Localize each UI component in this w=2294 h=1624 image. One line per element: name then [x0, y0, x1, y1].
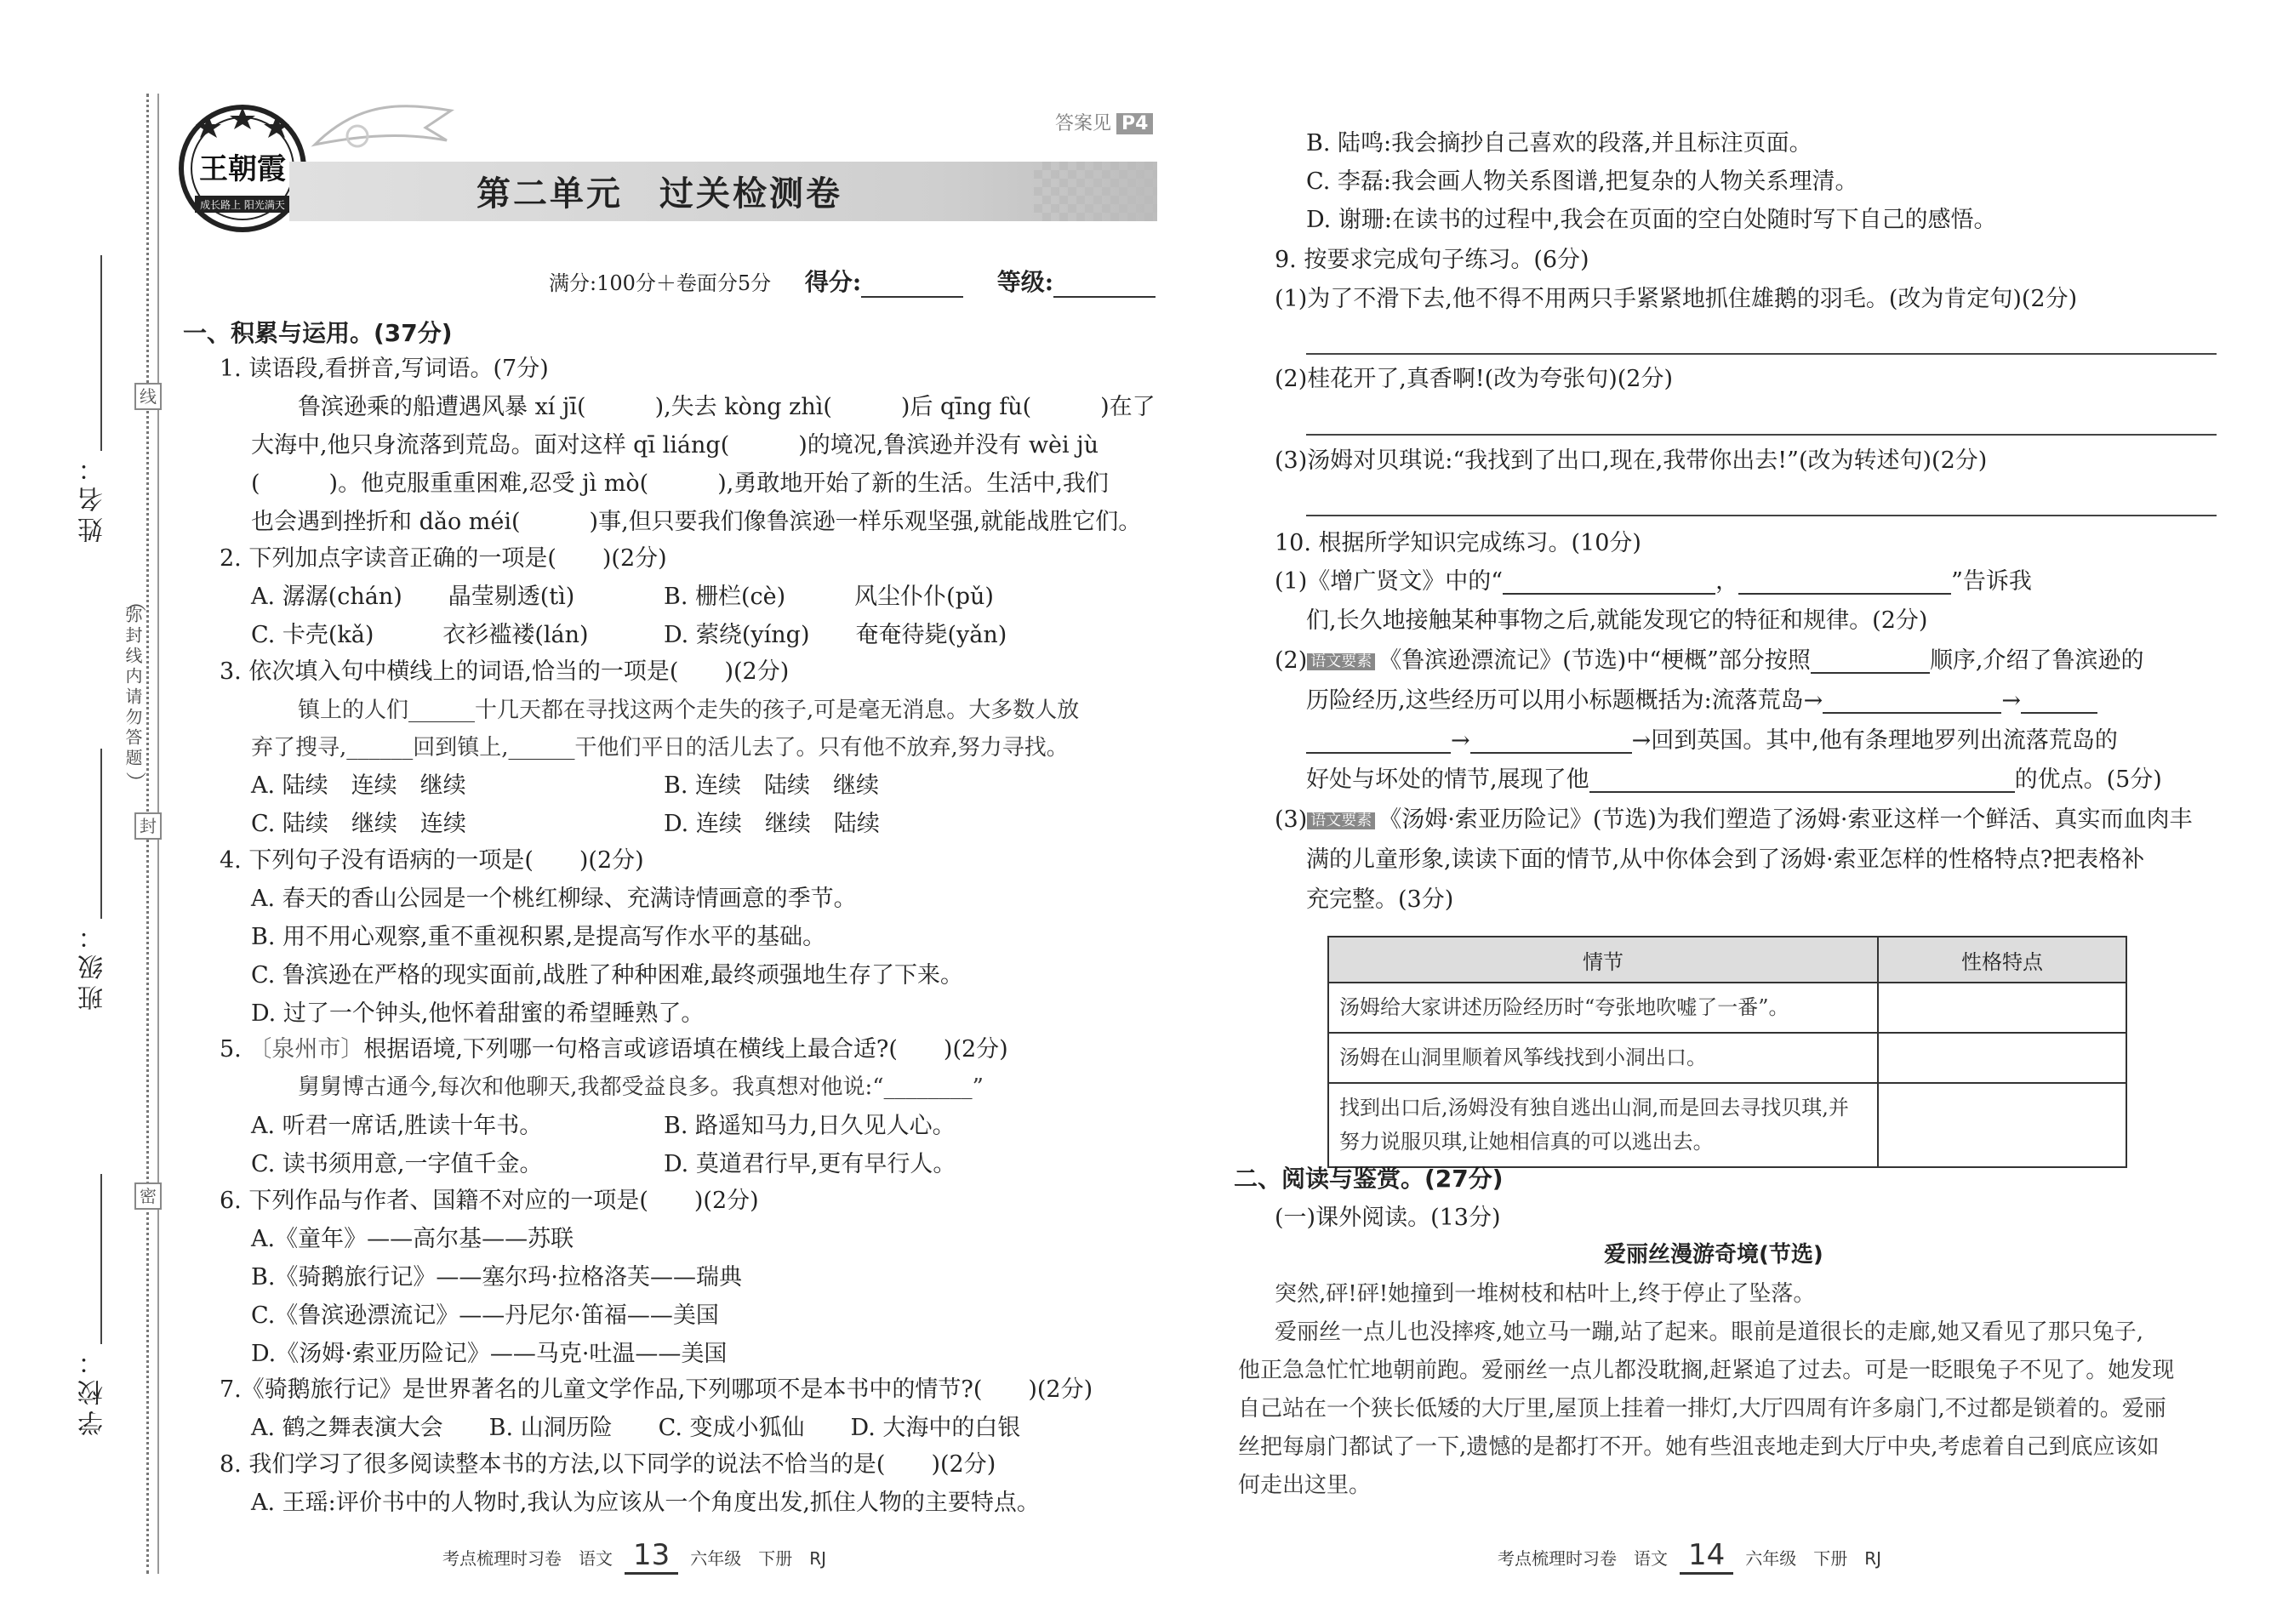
table-plot-cell: 汤姆给大家讲述历险经历时“夸张地吹嘘了一番”。 [1328, 983, 1878, 1033]
q2-title: 2. 下列加点字读音正确的一项是( )(2分) [220, 545, 667, 572]
q8-option-d[interactable]: D. 谢珊:在读书的过程中,我会在页面的空白处随时写下自己的感悟。 [1306, 207, 1997, 233]
answer-page-tag: P4 [1116, 113, 1153, 134]
story-line-6: 何走出这里。 [1238, 1473, 1372, 1498]
q4-option-a[interactable]: A. 春天的香山公园是一个桃红柳绿、充满诗情画意的季节。 [251, 886, 857, 912]
q7-options[interactable]: A. 鹤之舞表演大会 B. 山洞历险 C. 变成小狐仙 D. 大海中的白银 [251, 1415, 1021, 1441]
q10-2-blank-a[interactable] [1823, 689, 2001, 714]
story-line-2: 爱丽丝一点儿也没摔疼,她立马一蹦,站了起来。眼前是道很长的走廊,她又看见了那只兔子, [1275, 1319, 2144, 1345]
seal-paren-close: ︶ [126, 771, 146, 795]
table-plot-cell: 汤姆在山洞里顺着风筝线找到小洞出口。 [1328, 1033, 1878, 1083]
ribbon-decoration [306, 94, 459, 162]
q3-option-b[interactable]: B. 连续 陆续 继续 [664, 772, 880, 799]
score-blank[interactable] [861, 296, 963, 298]
q9-part-3: (3)汤姆对贝琪说:“我找到了出口,现在,我带你出去!”(改为转述句)(2分) [1275, 447, 1988, 474]
school-blank[interactable] [100, 1174, 102, 1344]
q10-1-blank-1[interactable] [1503, 570, 1715, 595]
seal-char-secret: 密 [134, 1182, 162, 1210]
q6-option-d[interactable]: D.《汤姆·索亚历险记》——马克·吐温——美国 [251, 1341, 728, 1367]
q10-part-3-line-1: (3) 语文要素 《汤姆·索亚历险记》(节选)为我们塑造了汤姆·索亚这样一个鲜活、真实而血肉丰 [1275, 806, 2193, 833]
q4-option-b[interactable]: B. 用不用心观察,重不重视积累,是提高写作水平的基础。 [251, 924, 826, 950]
story-line-3: 他正急急忙忙地朝前跑。爱丽丝一点儿都没耽搁,赶紧追了过去。可是一眨眼兔子不见了。她发现 [1238, 1358, 2175, 1383]
q9-3-answer-line[interactable] [1306, 515, 2217, 516]
q10-2-blank-d[interactable] [1470, 729, 1632, 754]
q10-part-2-line-4: 好处与坏处的情节,展现了他 的优点。(5分) [1306, 766, 2162, 793]
seal-paren-open: ︵ [126, 590, 146, 614]
table-trait-cell[interactable] [1878, 983, 2126, 1033]
class-blank[interactable] [100, 749, 102, 919]
q3-option-d[interactable]: D. 连续 继续 陆续 [664, 811, 880, 837]
q3-line-1: 镇上的人们______十几天都在寻找这两个走失的孩子,可是毫无消息。大多数人放 [298, 698, 1080, 723]
q2-option-a[interactable]: A. 潺潺(chán) 晶莹剔透(tì) [251, 584, 575, 610]
q1-line-2: 大海中,他只身流落到荒岛。面对这样 qī liáng( )的境况,鲁滨逊并没有 wèi jù [251, 432, 1099, 459]
page-number-left: 13 [625, 1538, 678, 1575]
logo-text: 王朝霞 [199, 152, 286, 186]
q9-1-answer-line[interactable] [1306, 353, 2217, 355]
table-row [1328, 1033, 2126, 1083]
q10-part-1-line-1: (1)《增广贤文》中的“ ， ”告诉我 [1275, 568, 2032, 595]
q3-option-a[interactable]: A. 陆续 连续 继续 [251, 772, 466, 799]
q6-option-a[interactable]: A.《童年》——高尔基——苏联 [251, 1226, 574, 1252]
q5-option-b[interactable]: B. 路遥知马力,日久见人心。 [664, 1113, 956, 1139]
q10-title: 10. 根据所学知识完成练习。(10分) [1275, 530, 1641, 556]
q4-option-d[interactable]: D. 过了一个钟头,他怀着甜蜜的希望睡熟了。 [251, 1000, 705, 1027]
q10-part-3-line-3: 充完整。(3分) [1306, 886, 1454, 913]
score-label: 得分: [804, 268, 862, 296]
name-label: 姓名： [78, 451, 108, 543]
q1-title: 1. 读语段,看拼音,写词语。(7分) [220, 356, 549, 382]
q1-line-3: ( )。他克服重重困难,忍受 jì mò( ),勇敢地开始了新的生活。生活中,我们 [251, 470, 1109, 497]
q2-option-c[interactable]: C. 卡壳(kǎ) 衣衫褴褛(lán) [251, 622, 589, 648]
subsection-1-heading: (一)课外阅读。(13分) [1275, 1205, 1501, 1231]
page-title: 第二单元 过关检测卷 [476, 174, 842, 214]
q8-option-b[interactable]: B. 陆鸣:我会摘抄自己喜欢的段落,并且标注页面。 [1306, 130, 1812, 157]
table-trait-cell[interactable] [1878, 1033, 2126, 1083]
title-bar-pattern [1034, 162, 1157, 221]
q5-option-d[interactable]: D. 莫道君行早,更有早行人。 [664, 1151, 956, 1177]
q5-line-1: 舅舅博古通今,每次和他聊天,我都受益良多。我真想对他说:“________” [298, 1074, 984, 1100]
q1-line-4: 也会遇到挫折和 dǎo méi( )事,但只要我们像鲁滨逊一样乐观坚强,就能战胜它们。 [251, 509, 1142, 535]
q9-2-answer-line[interactable] [1306, 434, 2217, 436]
q1-line-1: 鲁滨逊乘的船遭遇风暴 xí jī( ),失去 kòng zhì( )后 qīng fù( )在了 [298, 394, 1156, 420]
footer-left: 考点梳理时习卷 语文 13 六年级 下册 RJ [442, 1538, 826, 1575]
q10-2-blank-order[interactable] [1811, 649, 1930, 674]
q5-option-c[interactable]: C. 读书须用意,一字值千金。 [251, 1151, 543, 1177]
q10-2-blank-e[interactable] [1589, 768, 2015, 793]
q10-2-blank-b[interactable] [2021, 689, 2097, 714]
seal-char-seal: 封 [134, 812, 162, 840]
q5-option-a[interactable]: A. 听君一席话,胜读十年书。 [251, 1113, 543, 1139]
footer-right: 考点梳理时习卷 语文 14 六年级 下册 RJ [1498, 1538, 1881, 1575]
q8-option-c[interactable]: C. 李磊:我会画人物关系图谱,把复杂的人物关系理清。 [1306, 168, 1858, 195]
q7-title: 7.《骑鹅旅行记》是世界著名的儿童文学作品,下列哪项不是本书中的情节?( )(2分) [220, 1376, 1093, 1403]
character-table [1327, 936, 2127, 1168]
q10-part-2-line-3: → →回到英国。其中,他有条理地罗列出流落荒岛的 [1306, 729, 2118, 754]
q10-1-blank-2[interactable] [1738, 570, 1951, 595]
q3-option-c[interactable]: C. 陆续 继续 连续 [251, 811, 466, 837]
full-score: 满分:100分＋卷面分5分 [549, 271, 772, 295]
q4-option-c[interactable]: C. 鲁滨逊在严格的现实面前,战胜了种种困难,最终顽强地生存了下来。 [251, 962, 964, 989]
table-trait-cell[interactable] [1878, 1083, 2126, 1168]
q8-option-a[interactable]: A. 王瑶:评价书中的人物时,我认为应该从一个角度出发,抓住人物的主要特点。 [251, 1490, 1040, 1516]
logo-subtext: 成长路上 阳光满天 [200, 199, 285, 211]
grade-blank[interactable] [1053, 296, 1156, 298]
score-line [549, 264, 1156, 298]
q5-city-tag: 〔泉州市〕 [248, 1036, 364, 1063]
q2-option-d[interactable]: D. 萦绕(yíng) 奄奄待毙(yǎn) [664, 622, 1007, 648]
seal-char-line: 线 [134, 383, 162, 410]
table-header-trait: 性格特点 [1878, 937, 2126, 983]
table-row [1328, 1083, 2126, 1168]
story-line-5: 丝把每扇门都试了一下,遗憾的是都打不开。她有些沮丧地走到大厅中央,考虑着自己到底应该如 [1238, 1434, 2160, 1460]
seal-note: 弥封线内请勿答题 [123, 606, 143, 769]
q2-option-b[interactable]: B. 栅栏(cè) 风尘仆仆(pǔ) [664, 584, 994, 610]
section-1-heading: 一、积累与运用。(37分) [183, 319, 453, 347]
answer-reference: 答案见 P4 [1055, 109, 1153, 135]
q3-title: 3. 依次填入句中横线上的词语,恰当的一项是( )(2分) [220, 658, 790, 685]
page-number-right: 14 [1680, 1538, 1733, 1575]
q6-option-b[interactable]: B.《骑鹅旅行记》——塞尔玛·拉格洛芙——瑞典 [251, 1264, 743, 1291]
q10-part-2-line-1: (2) 语文要素 《鲁滨逊漂流记》(节选)中“梗概”部分按照 顺序,介绍了鲁滨逊的 [1275, 647, 2144, 674]
story-line-1: 突然,砰!砰!她撞到一堆树枝和枯叶上,终于停止了坠落。 [1275, 1281, 1816, 1307]
q10-part-2-line-2: 历险经历,这些经历可以用小标题概括为:流落荒岛→ → [1306, 689, 2097, 714]
q9-part-2: (2)桂花开了,真香啊!(改为夸张句)(2分) [1275, 366, 1673, 392]
q10-part-1-line-2: 们,长久地接触某种事物之后,就能发现它的特征和规律。(2分) [1306, 607, 1928, 634]
q10-2-tag: 语文要素 [1307, 653, 1375, 670]
q6-title: 6. 下列作品与作者、国籍不对应的一项是( )(2分) [220, 1188, 759, 1214]
q4-title: 4. 下列句子没有语病的一项是( )(2分) [220, 847, 644, 874]
grade-label: 等级: [996, 268, 1054, 296]
table-plot-cell: 找到出口后,汤姆没有独自逃出山洞,而是回去寻找贝琪,并努力说服贝琪,让她相信真的可以逃出去。 [1328, 1083, 1878, 1168]
q6-option-c[interactable]: C.《鲁滨逊漂流记》——丹尼尔·笛福——美国 [251, 1302, 719, 1329]
table-row [1328, 983, 2126, 1033]
q10-part-3-line-2: 满的儿童形象,读读下面的情节,从中你体会到了汤姆·索亚怎样的性格特点?把表格补 [1306, 846, 2145, 873]
q10-2-blank-c[interactable] [1306, 729, 1451, 754]
section-2-heading: 二、阅读与鉴赏。(27分) [1234, 1165, 1504, 1193]
q8-title: 8. 我们学习了很多阅读整本书的方法,以下同学的说法不恰当的是( )(2分) [220, 1451, 996, 1478]
school-label: 学校： [78, 1344, 108, 1436]
class-label: 班级： [78, 919, 108, 1011]
q5-title: 5. 〔泉州市〕根据语境,下列哪一句格言或谚语填在横线上最合适?( )(2分) [220, 1036, 1008, 1063]
q9-title: 9. 按要求完成句子练习。(6分) [1275, 247, 1589, 273]
q9-part-1: (1)为了不滑下去,他不得不用两只手紧紧地抓住雄鹅的羽毛。(改为肯定句)(2分) [1275, 286, 2078, 312]
story-line-4: 自己站在一个狭长低矮的大厅里,屋顶上挂着一排灯,大厅四周有许多扇门,不过都是锁着的。爱丽 [1238, 1396, 2166, 1422]
name-blank[interactable] [100, 255, 102, 451]
q3-line-2: 弃了搜寻,______回到镇上,______干他们平日的活儿去了。只有他不放弃,努力寻找。 [251, 735, 1069, 761]
table-header-plot: 情节 [1328, 937, 1878, 983]
q10-3-tag: 语文要素 [1307, 812, 1375, 829]
story-title: 爱丽丝漫游奇境(节选) [1604, 1242, 1823, 1268]
